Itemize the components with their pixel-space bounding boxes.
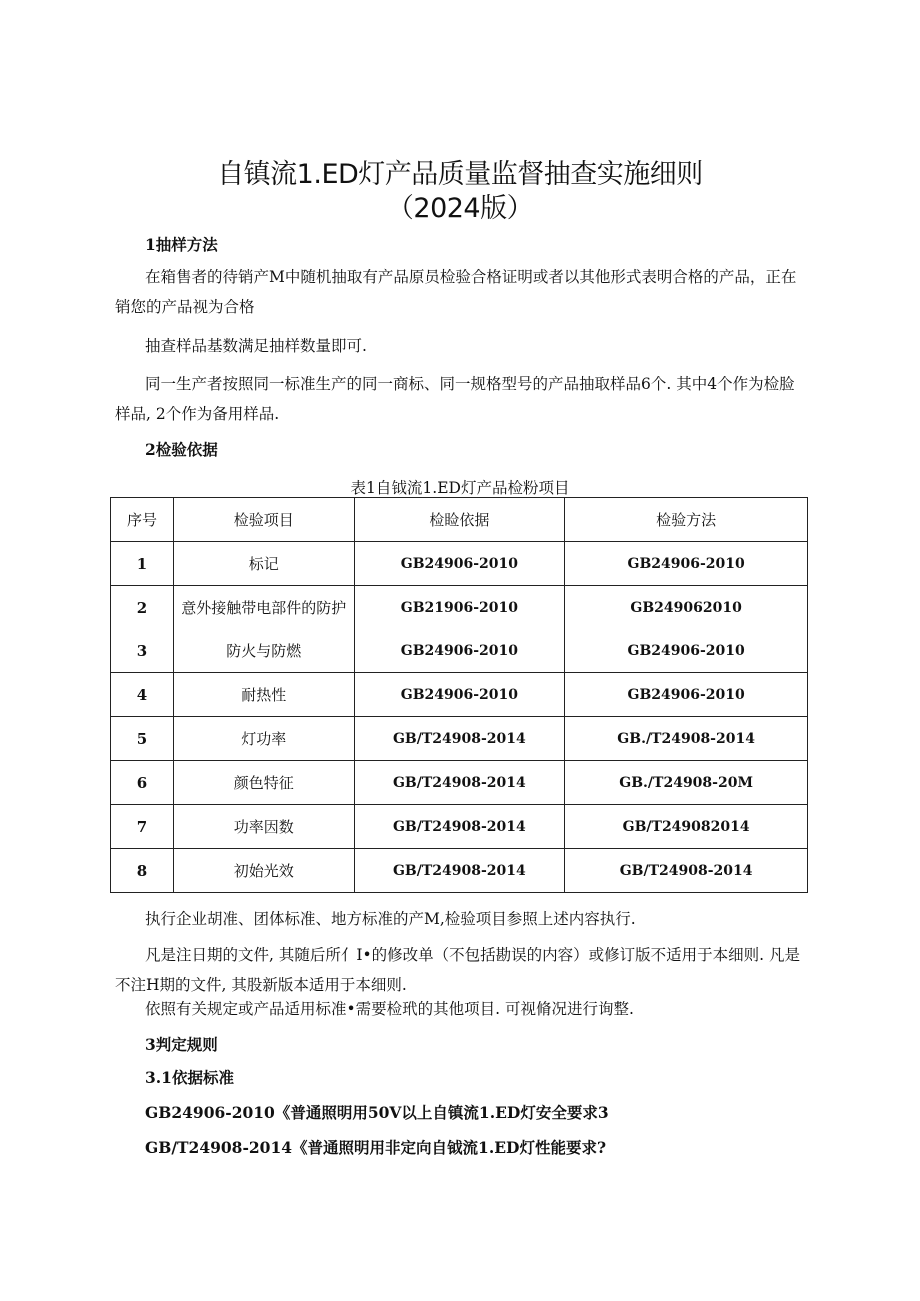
cell-no: 4 bbox=[111, 673, 174, 717]
section-heading-basis: 2检验依据 bbox=[145, 440, 218, 459]
cell-basis: GB/T24908-2014 bbox=[354, 849, 565, 893]
cell-method: GB249062010 bbox=[565, 586, 808, 630]
cell-method: GB/T24908-2014 bbox=[565, 849, 808, 893]
cell-basis: GB24906-2010 bbox=[354, 673, 565, 717]
table-row bbox=[111, 761, 808, 805]
cell-item: 标记 bbox=[173, 542, 354, 586]
cell-method: GB./T24908-2014 bbox=[565, 717, 808, 761]
table-row bbox=[111, 717, 808, 761]
cell-basis: GB/T24908-2014 bbox=[354, 717, 565, 761]
header-method: 检验方法 bbox=[565, 498, 808, 542]
subsection-heading-standards: 3.1依据标准 bbox=[145, 1068, 234, 1087]
cell-no: 7 bbox=[111, 805, 174, 849]
table-row bbox=[111, 805, 808, 849]
section-heading-rules: 3判定规则 bbox=[145, 1035, 218, 1054]
cell-basis: GB/T24908-2014 bbox=[354, 805, 565, 849]
paragraph-dated-references: 凡是注日期的文件, 其随后所亻I•的修改单（不包括勘误的内容）或修订版不适用于本细则. 凡是不注H期的文件, 其股新版本适用于本细则. bbox=[115, 946, 800, 994]
table-caption: 表1自钺流1.ED灯产品检粉项目 bbox=[350, 479, 570, 497]
cell-item: 灯功率 bbox=[173, 717, 354, 761]
cell-basis: GB21906-2010 bbox=[354, 586, 565, 630]
document-title: 自镇流1.ED灯产品质量监督抽查实施细则 bbox=[217, 159, 703, 190]
cell-method: GB./T24908-20M bbox=[565, 761, 808, 805]
cell-basis: GB24906-2010 bbox=[354, 629, 565, 673]
table-row bbox=[111, 673, 808, 717]
cell-item: 意外接触带电部件的防护 bbox=[173, 586, 354, 630]
cell-no: 1 bbox=[111, 542, 174, 586]
cell-no: 3 bbox=[111, 629, 174, 673]
cell-basis: GB24906-2010 bbox=[354, 542, 565, 586]
reference-standard-performance: GB/T24908-2014《普通照明用非定向自钺流1.ED灯性能要求? bbox=[145, 1138, 607, 1157]
header-item: 检验项目 bbox=[173, 498, 354, 542]
header-basis: 检睑依据 bbox=[354, 498, 565, 542]
table-row bbox=[111, 542, 808, 586]
paragraph-sampling-method: 在箱售者的待销产M中随机抽取有产品原员检验合格证明或者以其他形式表明合格的产品，正在销您的产品视为合格 bbox=[115, 268, 797, 316]
cell-method: GB24906-2010 bbox=[565, 673, 808, 717]
cell-item: 防火与防燃 bbox=[173, 629, 354, 673]
paragraph-sample-quantity: 同一生产者按照同一标准生产的同一商标、同一规格型号的产品抽取样品6个. 其中4个作为检脸样品, 2个作为备用样品. bbox=[115, 375, 795, 423]
cell-item: 颜色特征 bbox=[173, 761, 354, 805]
cell-method: GB24906-2010 bbox=[565, 629, 808, 673]
paragraph-additional-items: 依照有关规定或产品适用标准•需要检玳的其他项目. 可视脩况进行询整. bbox=[145, 1000, 634, 1018]
section-heading-sampling: 1抽样方法 bbox=[145, 235, 218, 254]
cell-item: 耐热性 bbox=[173, 673, 354, 717]
cell-method: GB/T249082014 bbox=[565, 805, 808, 849]
table-row bbox=[111, 849, 808, 893]
cell-no: 8 bbox=[111, 849, 174, 893]
paragraph-sample-base: 抽查样品基数满足抽样数量即可. bbox=[145, 337, 367, 355]
cell-item: 初始光效 bbox=[173, 849, 354, 893]
cell-no: 5 bbox=[111, 717, 174, 761]
reference-standard-safety: GB24906-2010《普通照明用50V以上自镇流1.ED灯安全要求3 bbox=[145, 1103, 609, 1122]
inspection-items-table bbox=[110, 497, 808, 893]
document-edition: （2024版） bbox=[386, 193, 534, 224]
table-row bbox=[111, 586, 808, 630]
cell-no: 2 bbox=[111, 586, 174, 630]
header-no: 序号 bbox=[111, 498, 174, 542]
cell-item: 功率因数 bbox=[173, 805, 354, 849]
table-row bbox=[111, 629, 808, 673]
table-header-row bbox=[111, 498, 808, 542]
cell-basis: GB/T24908-2014 bbox=[354, 761, 565, 805]
cell-no: 6 bbox=[111, 761, 174, 805]
paragraph-other-standards: 执行企业胡准、团体标准、地方标准的产M,检验项目参照上述内容执行. bbox=[145, 910, 636, 928]
cell-method: GB24906-2010 bbox=[565, 542, 808, 586]
